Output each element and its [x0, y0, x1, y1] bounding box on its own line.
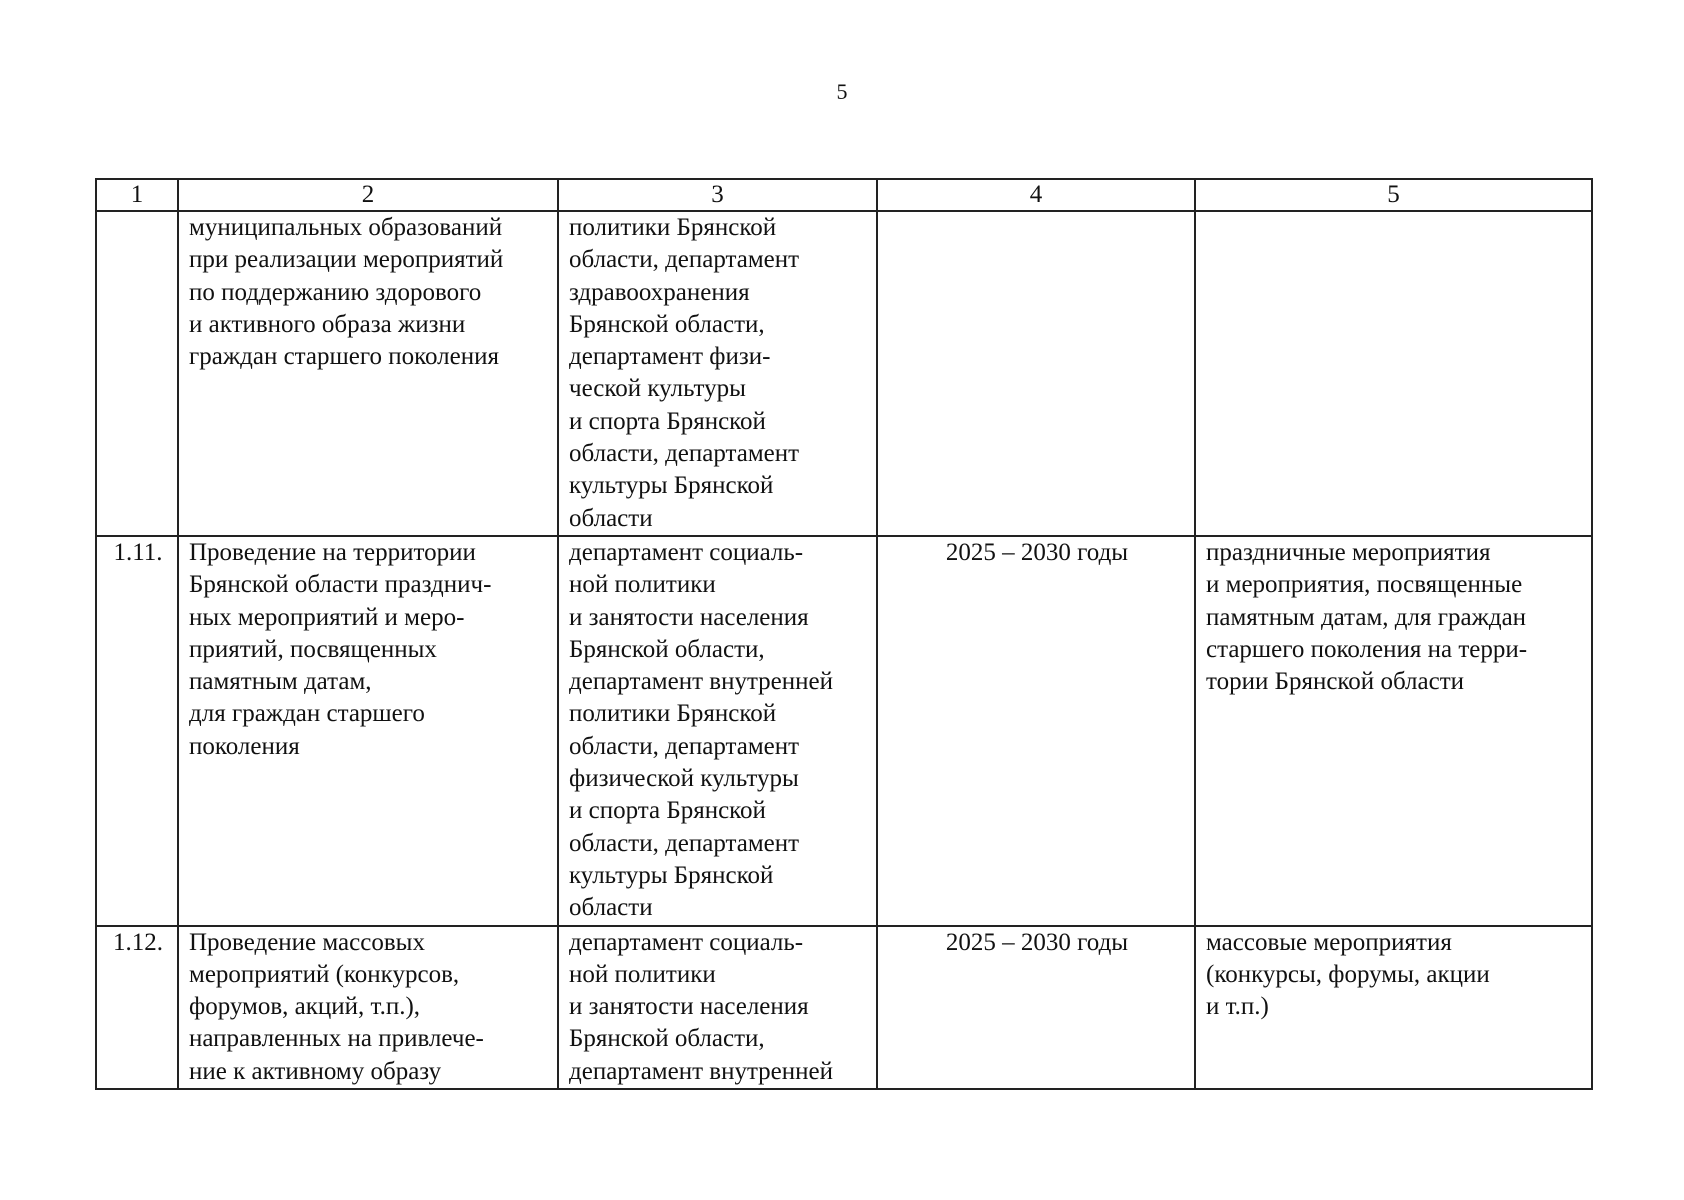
text-line: мероприятий (конкурсов, — [189, 960, 460, 988]
text-line: и занятости населения — [569, 993, 809, 1021]
text-line: ных мероприятий и меро- — [189, 603, 465, 631]
row-number: 1.11. — [96, 536, 178, 926]
page-number: 5 — [836, 79, 848, 104]
text-line: Проведение массовых — [189, 928, 425, 956]
text-line: и активного образа жизни — [189, 310, 466, 338]
result-cell — [1195, 536, 1592, 926]
text-line: и мероприятия, посвященные — [1206, 571, 1523, 599]
text-line: для граждан старшего — [189, 700, 425, 728]
text-line: и занятости населения — [569, 603, 809, 631]
text-line: муниципальных образований — [189, 214, 503, 241]
text-line: департамент социаль- — [569, 538, 804, 566]
text-line: здравоохранения — [569, 278, 750, 306]
period-cell — [877, 211, 1195, 536]
text-line: праздничные мероприятия — [1206, 538, 1491, 566]
result-cell — [1195, 926, 1592, 1089]
text-line: приятий, посвященных — [189, 635, 437, 663]
text-line: при реализации мероприятий — [189, 246, 504, 274]
text-line: культуры Брянской — [569, 472, 774, 500]
text-line: граждан старшего поколения — [189, 343, 499, 371]
column-header: 1 — [96, 179, 178, 211]
text-line: и спорта Брянской — [569, 407, 766, 435]
event-cell — [178, 211, 558, 536]
text-line: массовые мероприятия — [1206, 928, 1452, 956]
text-line: ной политики — [569, 960, 716, 988]
text-line: Брянской области, — [569, 635, 765, 663]
text-line: ческой культуры — [569, 375, 746, 403]
executors-cell — [558, 211, 877, 536]
text-line: области, департамент — [569, 440, 800, 468]
period-cell: 2025 – 2030 годы — [877, 536, 1195, 926]
text-line: области, департамент — [569, 829, 800, 857]
text-line: Брянской области, — [569, 1025, 765, 1053]
column-header: 5 — [1195, 179, 1592, 211]
text-line: форумов, акций, т.п.), — [189, 993, 421, 1021]
text-line: области, департамент — [569, 246, 800, 274]
text-line: и т.п.) — [1206, 993, 1269, 1021]
row-number — [96, 211, 178, 536]
column-header: 4 — [877, 179, 1195, 211]
measures-table — [95, 178, 1593, 1090]
event-cell — [178, 926, 558, 1089]
executors-cell — [558, 926, 877, 1089]
text-line: культуры Брянской — [569, 861, 774, 889]
text-line: политики Брянской — [569, 214, 777, 241]
executors-cell — [558, 536, 877, 926]
text-line: поколения — [189, 732, 300, 760]
text-line: ной политики — [569, 571, 716, 599]
text-line: ние к активному образу — [189, 1057, 442, 1085]
text-line: департамент внутренней — [569, 1057, 834, 1085]
text-line: Проведение на территории — [189, 538, 476, 566]
result-cell — [1195, 211, 1592, 536]
text-line: политики Брянской — [569, 700, 777, 728]
text-line: памятным датам, — [189, 668, 372, 696]
text-line: области, департамент — [569, 732, 800, 760]
text-line: департамент внутренней — [569, 668, 834, 696]
text-line: тории Брянской области — [1206, 668, 1465, 696]
text-line: по поддержанию здорового — [189, 278, 482, 306]
column-header: 2 — [178, 179, 558, 211]
text-line: памятным датам, для граждан — [1206, 603, 1527, 631]
text-line: старшего поколения на терри- — [1206, 635, 1528, 663]
table-row — [96, 211, 1592, 536]
table-row — [96, 926, 1592, 1089]
table-row — [96, 536, 1592, 926]
text-line: департамент социаль- — [569, 928, 804, 956]
text-line: департамент физи- — [569, 343, 771, 371]
text-line: направленных на привлече- — [189, 1025, 484, 1053]
text-line: Брянской области празднич- — [189, 571, 492, 599]
text-line: (конкурсы, форумы, акции — [1206, 960, 1490, 988]
period-cell: 2025 – 2030 годы — [877, 926, 1195, 1089]
text-line: Брянской области, — [569, 310, 765, 338]
event-cell — [178, 536, 558, 926]
text-line: физической культуры — [569, 765, 799, 793]
text-line: области — [569, 894, 653, 922]
text-line: области — [569, 504, 653, 532]
table-header-row — [96, 179, 1592, 211]
row-number: 1.12. — [96, 926, 178, 1089]
text-line: и спорта Брянской — [569, 797, 766, 825]
column-header: 3 — [558, 179, 877, 211]
